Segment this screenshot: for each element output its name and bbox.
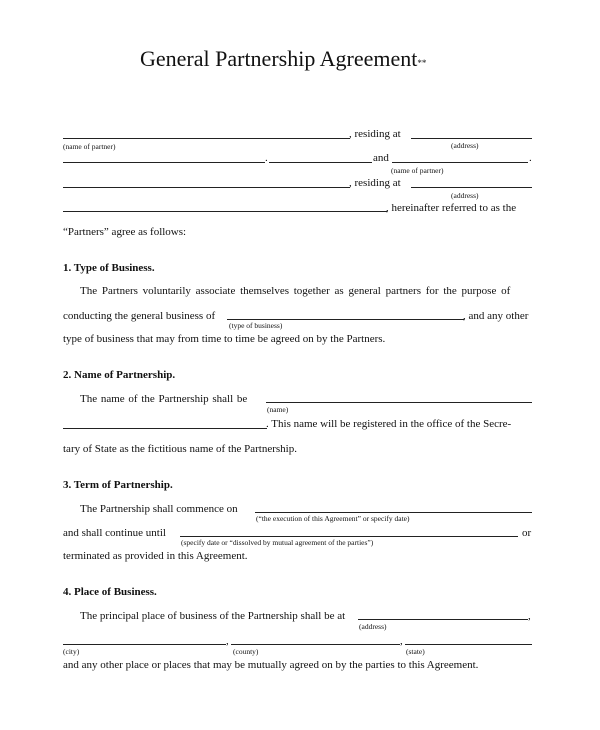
- section-3-line-3: terminated as provided in this Agreement.: [63, 550, 248, 562]
- city-caption: (city): [63, 647, 80, 656]
- city-comma: ,: [226, 635, 229, 647]
- section-3-line-1-start: The Partnership shall commence on: [80, 503, 238, 515]
- section-3-heading: 3. Term of Partnership.: [63, 479, 173, 491]
- partner-2-name-line[interactable]: [392, 162, 528, 163]
- section-1-line-3: type of business that may from time to time be agreed on by the Partners.: [63, 333, 386, 345]
- section-1-line-2-start: conducting the general business of: [63, 310, 216, 322]
- address-continuation-line[interactable]: [63, 162, 265, 163]
- partnership-name-line[interactable]: [266, 402, 532, 403]
- section-1-line-1: The Partners voluntarily associate themselves together as general partners for the purpose of: [80, 285, 511, 297]
- partner-1-address-line[interactable]: [411, 138, 532, 139]
- address-caption-2: (address): [451, 191, 479, 200]
- residing-at-label-1: , residing at: [349, 128, 401, 140]
- county-caption: (county): [233, 647, 259, 656]
- county-comma: ,: [400, 635, 403, 647]
- comma-1: .: [265, 152, 268, 164]
- section-2-heading: 2. Name of Partnership.: [63, 369, 176, 381]
- section-4-line-3: and any other place or places that may be mutually agreed on by the parties to this Agreement.: [63, 659, 479, 671]
- partner-1-name-line[interactable]: [63, 138, 350, 139]
- continue-until-caption: (specify date or “dissolved by mutual agreement of the parties”): [181, 538, 374, 547]
- name-caption: (name): [267, 405, 289, 414]
- city-line[interactable]: [63, 644, 226, 645]
- section-2-line-2-end: . This name will be registered in the office of the Secre-: [266, 418, 512, 430]
- hereinafter-text: , hereinafter referred to as the: [386, 202, 517, 214]
- place-address-caption: (address): [359, 622, 387, 631]
- commence-date-caption: (“the execution of this Agreement” or specify date): [256, 514, 410, 523]
- document-title: [140, 46, 426, 72]
- section-3-line-2-start: and shall continue until: [63, 527, 166, 539]
- state-caption: (state): [406, 647, 425, 656]
- and-label: and: [373, 152, 389, 164]
- address-continuation-line-b[interactable]: [269, 162, 372, 163]
- section-4-line-1-start: The principal place of business of the Partnership shall be at: [80, 610, 346, 622]
- section-3-line-2-end: or: [522, 527, 532, 539]
- county-line[interactable]: [231, 644, 400, 645]
- partner-2-address-line-b[interactable]: [411, 187, 532, 188]
- partners-agree-text: “Partners” agree as follows:: [63, 226, 187, 238]
- continue-until-line[interactable]: [180, 536, 518, 537]
- state-line[interactable]: [405, 644, 532, 645]
- partnership-name-line-2[interactable]: [63, 428, 267, 429]
- type-of-business-caption: (type of business): [229, 321, 283, 330]
- address-line-4[interactable]: [63, 211, 387, 212]
- section-2-line-3: tary of State as the fictitious name of the Partnership.: [63, 443, 297, 455]
- section-4-heading: 4. Place of Business.: [63, 586, 157, 598]
- section-4-line-1-end: ,: [528, 610, 531, 622]
- residing-at-label-2: , residing at: [349, 177, 401, 189]
- name-of-partner-caption-2: (name of partner): [391, 166, 444, 175]
- section-1-heading: 1. Type of Business.: [63, 262, 155, 274]
- section-2-line-1-start: The name of the Partnership shall be: [80, 393, 248, 405]
- title-text: General Partnership Agreement: [140, 46, 418, 71]
- period-1: .: [529, 152, 532, 164]
- commence-date-line[interactable]: [255, 512, 532, 513]
- title-mark: **: [417, 58, 427, 68]
- partner-2-address-line[interactable]: [63, 187, 350, 188]
- address-caption-1: (address): [451, 141, 479, 150]
- section-1-line-2-end: , and any other: [463, 310, 529, 322]
- type-of-business-line[interactable]: [227, 319, 464, 320]
- name-of-partner-caption-1: (name of partner): [63, 142, 116, 151]
- place-address-line[interactable]: [358, 619, 528, 620]
